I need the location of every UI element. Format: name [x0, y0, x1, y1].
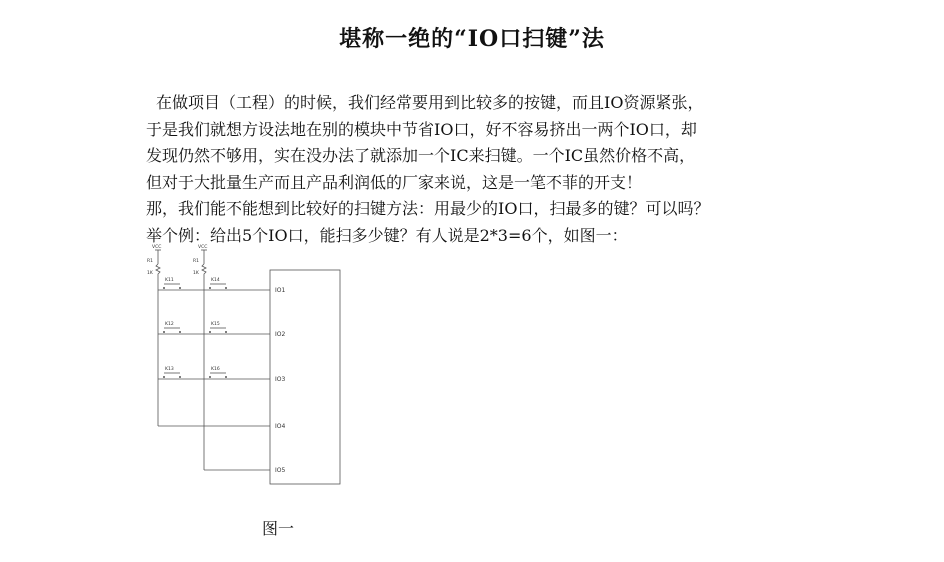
circuit-diagram	[138, 242, 368, 488]
key-label: K12	[165, 322, 174, 327]
vcc-label: VCC	[152, 245, 162, 250]
resistor-label: R1	[147, 259, 153, 264]
circuit-svg	[138, 242, 368, 488]
document-title: 堪称一绝的“IO口扫键”法	[339, 26, 605, 52]
key-label: K11	[165, 278, 174, 283]
key-label: K16	[211, 367, 220, 372]
key-label: K15	[211, 322, 220, 327]
resistor-value: 1K	[147, 271, 153, 276]
resistor-label: R1	[193, 259, 199, 264]
io-label: IO1	[275, 287, 286, 294]
vcc-label: VCC	[198, 245, 208, 250]
paragraph-line: 举个例：给出5个IO口，能扫多少键？有人说是2*3=6个，如图一：	[146, 225, 628, 245]
paragraph-line: 那，我们能不能想到比较好的扫键方法：用最少的IO口，扫最多的键？可以吗？	[146, 199, 710, 218]
io-label: IO5	[275, 467, 286, 474]
paragraph-line: 于是我们就想方设法地在别的模块中节省IO口，好不容易挤出一两个IO口，却	[146, 119, 697, 139]
figure-caption: 图一	[262, 519, 295, 538]
paragraph-line: 但对于大批量生产而且产品利润低的厂家来说，这是一笔不菲的开支！	[146, 172, 643, 192]
io-label: IO4	[275, 423, 286, 430]
paragraph-line: 发现仍然不够用，实在没办法了就添加一个IC来扫键。一个IC虽然价格不高，	[146, 146, 696, 165]
paragraph-line: 在做项目（工程）的时候，我们经常要用到比较多的按键，而且IO资源紧张，	[156, 93, 704, 112]
io-label: IO2	[275, 331, 286, 338]
io-label: IO3	[275, 376, 286, 383]
key-label: K14	[211, 278, 220, 283]
resistor-value: 1K	[193, 271, 199, 276]
body-text	[146, 90, 866, 249]
key-label: K13	[165, 367, 174, 372]
